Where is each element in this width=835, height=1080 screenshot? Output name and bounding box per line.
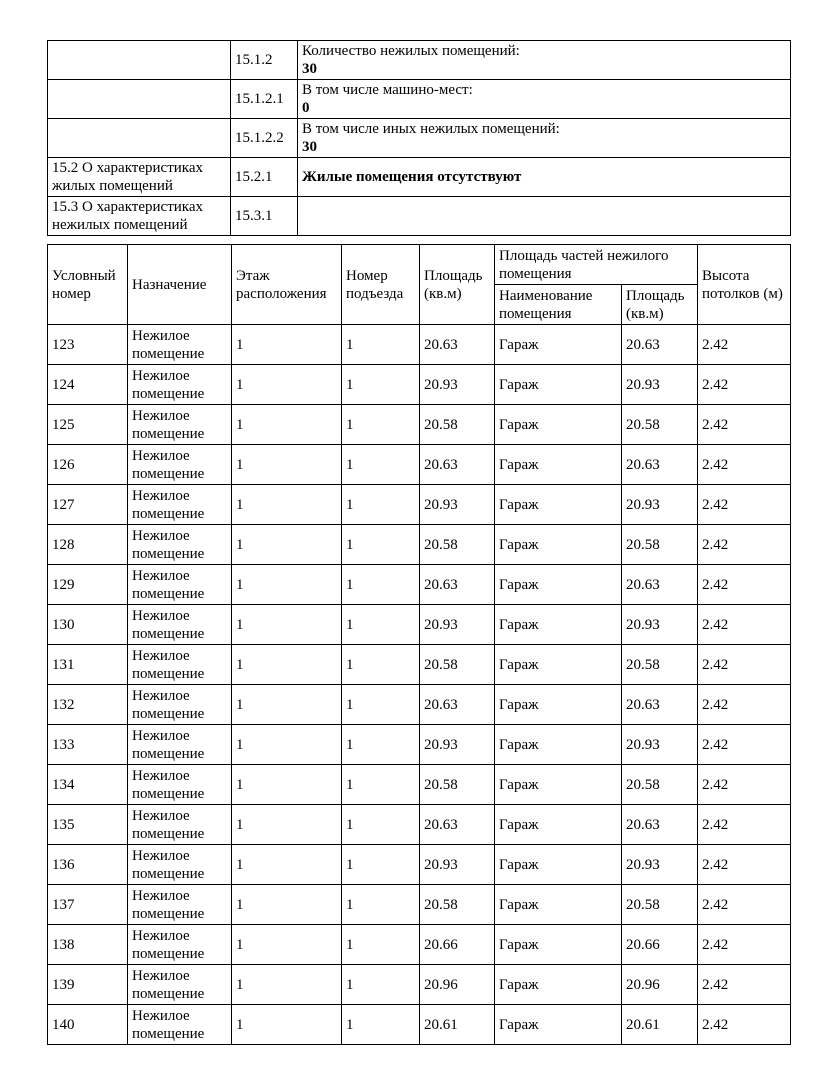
purpose-cell: Нежилое помещение: [128, 1005, 232, 1045]
floor-cell: 1: [232, 645, 342, 685]
part-name-cell: Гараж: [495, 805, 622, 845]
section-code-cell: 15.1.2: [231, 41, 298, 80]
unit-number-cell: 133: [48, 725, 128, 765]
part-area-cell: 20.63: [622, 445, 698, 485]
part-area-cell: 20.63: [622, 565, 698, 605]
premises-row: [48, 1005, 791, 1045]
purpose-cell: Нежилое помещение: [128, 365, 232, 405]
ceiling-height-cell: 2.42: [698, 445, 791, 485]
ceiling-height-cell: 2.42: [698, 645, 791, 685]
floor-cell: 1: [232, 485, 342, 525]
entrance-cell: 1: [342, 405, 420, 445]
part-area-cell: 20.58: [622, 885, 698, 925]
section-label-cell: 15.3 О характеристиках нежилых помещений: [48, 197, 231, 236]
header-part-area: Площадь (кв.м): [622, 285, 698, 325]
ceiling-height-cell: 2.42: [698, 725, 791, 765]
purpose-cell: Нежилое помещение: [128, 325, 232, 365]
section-label-cell: [48, 119, 231, 158]
unit-number-cell: 140: [48, 1005, 128, 1045]
area-cell: 20.58: [420, 765, 495, 805]
section-label-cell: [48, 80, 231, 119]
summary-table: [47, 40, 791, 236]
purpose-cell: Нежилое помещение: [128, 965, 232, 1005]
part-name-cell: Гараж: [495, 565, 622, 605]
unit-number-cell: 127: [48, 485, 128, 525]
part-name-cell: Гараж: [495, 685, 622, 725]
area-cell: 20.58: [420, 405, 495, 445]
purpose-cell: Нежилое помещение: [128, 485, 232, 525]
area-cell: 20.58: [420, 885, 495, 925]
unit-number-cell: 131: [48, 645, 128, 685]
section-content-text: В том числе машино-мест:: [302, 82, 473, 98]
section-code-cell: 15.3.1: [231, 197, 298, 236]
area-cell: 20.93: [420, 365, 495, 405]
summary-row: [48, 197, 791, 236]
part-name-cell: Гараж: [495, 765, 622, 805]
summary-row: [48, 41, 791, 80]
section-content-text: В том числе иных нежилых помещений:: [302, 121, 560, 137]
floor-cell: 1: [232, 325, 342, 365]
part-area-cell: 20.58: [622, 405, 698, 445]
area-cell: 20.63: [420, 325, 495, 365]
entrance-cell: 1: [342, 365, 420, 405]
part-name-cell: Гараж: [495, 605, 622, 645]
section-code-cell: 15.2.1: [231, 158, 298, 197]
part-name-cell: Гараж: [495, 405, 622, 445]
premises-row: [48, 645, 791, 685]
header-purpose: Назначение: [128, 245, 232, 325]
section-code-cell: 15.1.2.1: [231, 80, 298, 119]
purpose-cell: Нежилое помещение: [128, 605, 232, 645]
section-content-cell: [298, 80, 791, 119]
part-area-cell: 20.58: [622, 525, 698, 565]
summary-row: [48, 80, 791, 119]
floor-cell: 1: [232, 565, 342, 605]
part-name-cell: Гараж: [495, 885, 622, 925]
area-cell: 20.96: [420, 965, 495, 1005]
premises-row: [48, 925, 791, 965]
unit-number-cell: 135: [48, 805, 128, 845]
section-content-cell: [298, 119, 791, 158]
ceiling-height-cell: 2.42: [698, 405, 791, 445]
purpose-cell: Нежилое помещение: [128, 805, 232, 845]
ceiling-height-cell: 2.42: [698, 885, 791, 925]
purpose-cell: Нежилое помещение: [128, 685, 232, 725]
floor-cell: 1: [232, 805, 342, 845]
unit-number-cell: 138: [48, 925, 128, 965]
header-entrance: Номер подъезда: [342, 245, 420, 325]
purpose-cell: Нежилое помещение: [128, 445, 232, 485]
entrance-cell: 1: [342, 605, 420, 645]
premises-row: [48, 605, 791, 645]
ceiling-height-cell: 2.42: [698, 685, 791, 725]
part-name-cell: Гараж: [495, 1005, 622, 1045]
entrance-cell: 1: [342, 565, 420, 605]
floor-cell: 1: [232, 845, 342, 885]
part-name-cell: Гараж: [495, 325, 622, 365]
premises-row: [48, 325, 791, 365]
ceiling-height-cell: 2.42: [698, 605, 791, 645]
summary-row: [48, 158, 791, 197]
premises-row: [48, 765, 791, 805]
ceiling-height-cell: 2.42: [698, 765, 791, 805]
entrance-cell: 1: [342, 485, 420, 525]
floor-cell: 1: [232, 445, 342, 485]
area-cell: 20.93: [420, 485, 495, 525]
section-content-cell: [298, 197, 791, 236]
premises-row: [48, 965, 791, 1005]
part-area-cell: 20.93: [622, 725, 698, 765]
unit-number-cell: 137: [48, 885, 128, 925]
section-code-cell: 15.1.2.2: [231, 119, 298, 158]
unit-number-cell: 139: [48, 965, 128, 1005]
entrance-cell: 1: [342, 845, 420, 885]
part-area-cell: 20.63: [622, 805, 698, 845]
unit-number-cell: 136: [48, 845, 128, 885]
floor-cell: 1: [232, 725, 342, 765]
floor-cell: 1: [232, 405, 342, 445]
entrance-cell: 1: [342, 885, 420, 925]
purpose-cell: Нежилое помещение: [128, 885, 232, 925]
entrance-cell: 1: [342, 925, 420, 965]
part-area-cell: 20.63: [622, 325, 698, 365]
ceiling-height-cell: 2.42: [698, 965, 791, 1005]
area-cell: 20.63: [420, 805, 495, 845]
ceiling-height-cell: 2.42: [698, 925, 791, 965]
ceiling-height-cell: 2.42: [698, 805, 791, 845]
area-cell: 20.63: [420, 445, 495, 485]
area-cell: 20.93: [420, 605, 495, 645]
purpose-cell: Нежилое помещение: [128, 845, 232, 885]
floor-cell: 1: [232, 765, 342, 805]
floor-cell: 1: [232, 685, 342, 725]
entrance-cell: 1: [342, 525, 420, 565]
floor-cell: 1: [232, 965, 342, 1005]
premises-row: [48, 405, 791, 445]
entrance-cell: 1: [342, 1005, 420, 1045]
premises-row: [48, 525, 791, 565]
section-label-cell: 15.2 О характеристиках жилых помещений: [48, 158, 231, 197]
part-name-cell: Гараж: [495, 925, 622, 965]
unit-number-cell: 128: [48, 525, 128, 565]
section-content-value: 30: [302, 139, 317, 155]
entrance-cell: 1: [342, 965, 420, 1005]
part-name-cell: Гараж: [495, 445, 622, 485]
part-area-cell: 20.96: [622, 965, 698, 1005]
part-name-cell: Гараж: [495, 645, 622, 685]
part-name-cell: Гараж: [495, 725, 622, 765]
part-area-cell: 20.66: [622, 925, 698, 965]
entrance-cell: 1: [342, 645, 420, 685]
header-area: Площадь (кв.м): [420, 245, 495, 325]
floor-cell: 1: [232, 925, 342, 965]
unit-number-cell: 123: [48, 325, 128, 365]
ceiling-height-cell: 2.42: [698, 1005, 791, 1045]
ceiling-height-cell: 2.42: [698, 525, 791, 565]
part-area-cell: 20.93: [622, 485, 698, 525]
unit-number-cell: 126: [48, 445, 128, 485]
part-area-cell: 20.58: [622, 645, 698, 685]
area-cell: 20.66: [420, 925, 495, 965]
ceiling-height-cell: 2.42: [698, 845, 791, 885]
part-area-cell: 20.93: [622, 365, 698, 405]
part-area-cell: 20.61: [622, 1005, 698, 1045]
entrance-cell: 1: [342, 805, 420, 845]
unit-number-cell: 132: [48, 685, 128, 725]
floor-cell: 1: [232, 605, 342, 645]
section-content-text: Количество нежилых помещений:: [302, 43, 520, 59]
unit-number-cell: 124: [48, 365, 128, 405]
header-parts-group: Площадь частей нежилого помещения: [495, 245, 698, 285]
premises-table-header: [48, 245, 791, 325]
floor-cell: 1: [232, 525, 342, 565]
summary-table-body: [48, 41, 791, 236]
entrance-cell: 1: [342, 765, 420, 805]
area-cell: 20.58: [420, 525, 495, 565]
floor-cell: 1: [232, 365, 342, 405]
purpose-cell: Нежилое помещение: [128, 925, 232, 965]
premises-row: [48, 565, 791, 605]
premises-row: [48, 845, 791, 885]
unit-number-cell: 125: [48, 405, 128, 445]
part-name-cell: Гараж: [495, 845, 622, 885]
unit-number-cell: 129: [48, 565, 128, 605]
unit-number-cell: 130: [48, 605, 128, 645]
section-content-cell: [298, 41, 791, 80]
part-area-cell: 20.63: [622, 685, 698, 725]
entrance-cell: 1: [342, 325, 420, 365]
section-label-cell: [48, 41, 231, 80]
section-content-cell: [298, 158, 791, 197]
part-area-cell: 20.58: [622, 765, 698, 805]
purpose-cell: Нежилое помещение: [128, 405, 232, 445]
purpose-cell: Нежилое помещение: [128, 765, 232, 805]
part-name-cell: Гараж: [495, 965, 622, 1005]
section-content-value: Жилые помещения отсутствуют: [302, 169, 522, 185]
part-name-cell: Гараж: [495, 485, 622, 525]
header-floor: Этаж расположения: [232, 245, 342, 325]
purpose-cell: Нежилое помещение: [128, 565, 232, 605]
header-part-name: Наименование помещения: [495, 285, 622, 325]
ceiling-height-cell: 2.42: [698, 325, 791, 365]
section-content-value: 0: [302, 100, 310, 116]
premises-row: [48, 485, 791, 525]
area-cell: 20.93: [420, 845, 495, 885]
area-cell: 20.61: [420, 1005, 495, 1045]
area-cell: 20.58: [420, 645, 495, 685]
header-unit-number: Условный номер: [48, 245, 128, 325]
ceiling-height-cell: 2.42: [698, 485, 791, 525]
premises-row: [48, 805, 791, 845]
area-cell: 20.93: [420, 725, 495, 765]
purpose-cell: Нежилое помещение: [128, 525, 232, 565]
part-name-cell: Гараж: [495, 525, 622, 565]
premises-table: [47, 244, 791, 1045]
premises-table-body: [48, 325, 791, 1045]
floor-cell: 1: [232, 1005, 342, 1045]
premises-row: [48, 725, 791, 765]
entrance-cell: 1: [342, 685, 420, 725]
floor-cell: 1: [232, 885, 342, 925]
premises-row: [48, 445, 791, 485]
unit-number-cell: 134: [48, 765, 128, 805]
premises-row: [48, 365, 791, 405]
part-name-cell: Гараж: [495, 365, 622, 405]
purpose-cell: Нежилое помещение: [128, 725, 232, 765]
part-area-cell: 20.93: [622, 845, 698, 885]
premises-row: [48, 685, 791, 725]
purpose-cell: Нежилое помещение: [128, 645, 232, 685]
part-area-cell: 20.93: [622, 605, 698, 645]
area-cell: 20.63: [420, 685, 495, 725]
ceiling-height-cell: 2.42: [698, 565, 791, 605]
entrance-cell: 1: [342, 725, 420, 765]
header-ceiling-height: Высота потолков (м): [698, 245, 791, 325]
section-content-value: 30: [302, 61, 317, 77]
premises-row: [48, 885, 791, 925]
ceiling-height-cell: 2.42: [698, 365, 791, 405]
header-row-top: [48, 245, 791, 285]
entrance-cell: 1: [342, 445, 420, 485]
summary-row: [48, 119, 791, 158]
area-cell: 20.63: [420, 565, 495, 605]
